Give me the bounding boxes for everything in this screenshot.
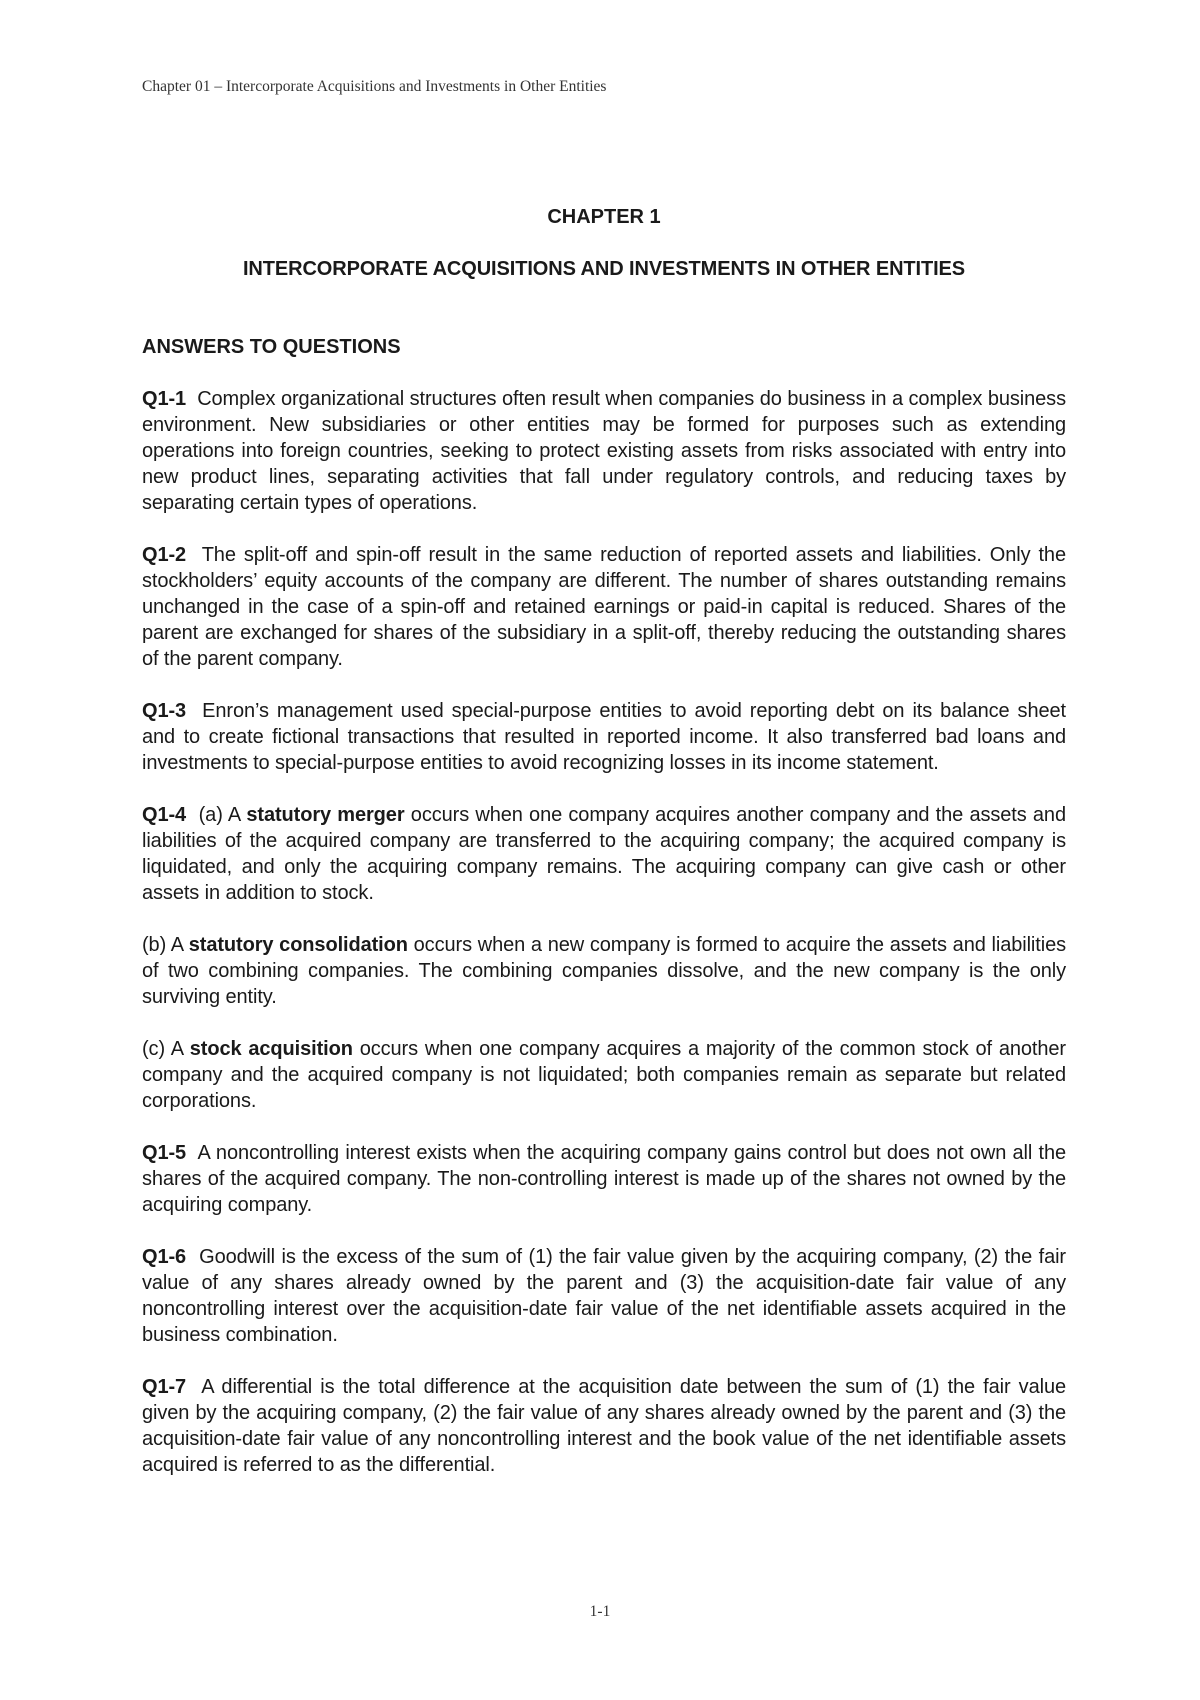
answer-q1-4b (142, 932, 1066, 1010)
answer-text: Goodwill is the excess of the sum of (1) the fair value given by the acquiring company, (2) the fair value of any shares already owned by the parent and (3) the acquisition-date fair value of any noncontrolling interest over the acquisition-date fair value of the net identifiable assets acquired in the business combination. (142, 1246, 1066, 1346)
answer-q1-6 (142, 1244, 1066, 1348)
question-id: Q1-3 (142, 700, 187, 722)
running-header: Chapter 01 – Intercorporate Acquisitions and Investments in Other Entities (142, 78, 607, 95)
answer-text: A differential is the total difference at the acquisition date between the sum of (1) the fair value given by the acquiring company, (2) the fair value of any shares already owned by the parent and (3) the acquisition-date fair value of any noncontrolling interest and the book value of the net identifiable assets acquired is referred to as the differential. (142, 1376, 1066, 1476)
chapter-label: CHAPTER 1 (547, 206, 661, 228)
question-id: Q1-1 (142, 388, 187, 410)
question-id: Q1-4 (142, 804, 187, 826)
answer-text: Complex organizational structures often result when companies do business in a complex business environment. New subsidiaries or other entities may be formed for purposes such as extending operations into foreign countries, seeking to protect existing assets from risks associated with entry into new product lines, separating activities that fall under regulatory controls, and reducing taxes by separating certain types of operations. (142, 388, 1066, 514)
defined-term: statutory merger (246, 804, 405, 826)
part-prefix: (b) A (142, 934, 183, 956)
answer-q1-1 (142, 386, 1066, 516)
part-prefix: (a) A (198, 804, 241, 826)
answer-text: occurs when a new company is formed to acquire the assets and liabilities of two combining companies. The combining companies dissolve, and the new company is the only surviving entity. (142, 934, 1066, 1008)
chapter-title: INTERCORPORATE ACQUISITIONS AND INVESTMENTS IN OTHER ENTITIES (242, 258, 966, 280)
answer-text: occurs when one company acquires a majority of the common stock of another company and the acquired company is not liquidated; both companies remain as separate but related corporations. (142, 1038, 1066, 1112)
answer-q1-7 (142, 1374, 1066, 1478)
answer-text: A noncontrolling interest exists when the acquiring company gains control but does not own all the shares of the acquired company. The non-controlling interest is made up of the shares not owned by the acquiring company. (142, 1142, 1066, 1216)
document-body (142, 204, 1066, 1478)
section-heading: ANSWERS TO QUESTIONS (142, 336, 401, 358)
defined-term: stock acquisition (189, 1038, 353, 1060)
question-id: Q1-5 (142, 1142, 187, 1164)
defined-term: statutory consolidation (188, 934, 408, 956)
answer-text: Enron’s management used special-purpose entities to avoid reporting debt on its balance sheet and to create fictional transactions that resulted in reported income. It also transferred bad loans and investments to special-purpose entities to avoid recognizing losses in its income statement. (142, 700, 1066, 774)
answer-q1-5 (142, 1140, 1066, 1218)
answer-q1-3 (142, 698, 1066, 776)
page-number: 1-1 (589, 1603, 611, 1620)
answer-text: occurs when one company acquires another company and the assets and liabilities of the acquired company are transferred to the acquiring company; the acquired company is liquidated, and only the acquiring company remains. The acquiring company can give cash or other assets in addition to stock. (142, 804, 1066, 904)
question-id: Q1-7 (142, 1376, 187, 1398)
answer-q1-4c (142, 1036, 1066, 1114)
question-id: Q1-6 (142, 1246, 187, 1268)
answer-q1-2 (142, 542, 1066, 672)
answer-text: The split-off and spin-off result in the same reduction of reported assets and liabilities. Only the stockholders’ equity accounts of the company are different. The number of shares outstanding remains unchanged in the case of a spin-off and retained earnings or paid-in capital is reduced. Shares of the parent are exchanged for shares of the subsidiary in a split-off, thereby reducing the outstanding shares of the parent company. (142, 544, 1066, 670)
question-id: Q1-2 (142, 544, 187, 566)
answer-q1-4a (142, 802, 1066, 906)
part-prefix: (c) A (142, 1038, 183, 1060)
